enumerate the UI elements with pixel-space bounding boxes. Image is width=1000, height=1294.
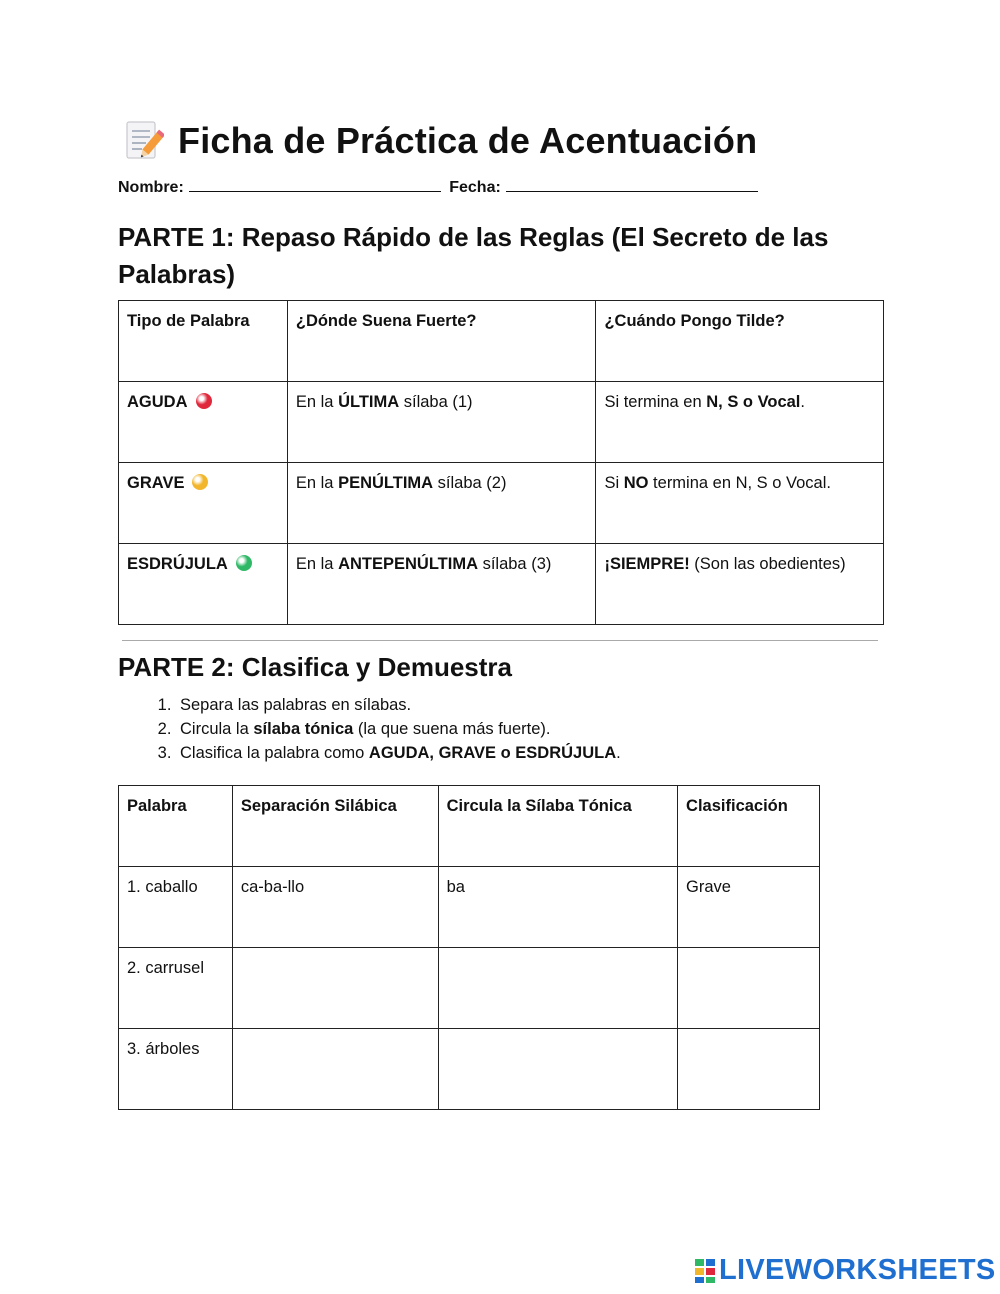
tipo-text: ESDRÚJULA [127,555,228,573]
separacion-cell[interactable] [232,1029,438,1110]
col-header-separacion: Separación Silábica [232,786,438,867]
donde-bold: PENÚLTIMA [338,474,434,492]
part1-heading: PARTE 1: Repaso Rápido de las Reglas (El Secreto de las Palabras) [118,222,829,289]
donde-cell [287,544,596,625]
donde-post: sílaba (2) [433,474,507,492]
instruction-item [176,741,621,765]
tipo-text: GRAVE [127,474,185,492]
instruction-post: . [616,744,621,762]
cuando-pre: Si termina en [604,393,707,411]
tonica-cell[interactable] [438,948,677,1029]
name-date-line [118,177,762,197]
tonica-cell[interactable]: ba [438,867,677,948]
donde-pre: En la [295,474,339,492]
donde-pre: En la [295,555,339,573]
clasificacion-cell[interactable] [678,1029,820,1110]
col-header-palabra: Palabra [119,786,233,867]
yellow-circle-icon [192,474,208,490]
memo-pencil-icon [124,119,164,163]
instruction-post: (la que suena más fuerte). [353,720,551,738]
section-divider [122,640,878,641]
practice-row [119,867,820,948]
palabra-cell: 2. carrusel [119,948,233,1029]
palabra-cell: 1. caballo [119,867,233,948]
instruction-item [176,717,621,741]
col-header-tipo: Tipo de Palabra [119,301,288,382]
title-text: Ficha de Práctica de Acentuación [178,120,758,161]
donde-pre: En la [295,393,339,411]
instruction-bold: sílaba tónica [253,720,354,738]
donde-post: sílaba (3) [478,555,552,573]
rules-header-row [119,301,884,382]
cuando-post: termina en N, S o Vocal. [648,474,831,492]
cuando-bold: N, S o Vocal [706,393,801,411]
tipo-cell [119,544,288,625]
cuando-bold: NO [623,474,649,492]
donde-cell [287,382,596,463]
instruction-item [176,693,621,717]
instructions-list [134,693,621,765]
instruction-text: Clasifica la palabra como [180,744,369,762]
rules-table [118,300,884,625]
red-circle-icon [196,393,212,409]
cuando-cell [596,544,884,625]
rules-row-aguda [119,382,884,463]
tipo-cell [119,463,288,544]
cuando-post: (Son las obedientes) [689,555,846,573]
instruction-text: Circula la [180,720,254,738]
practice-row [119,1029,820,1110]
practice-header-row [119,786,820,867]
donde-post: sílaba (1) [399,393,473,411]
nombre-label: Nombre: [118,179,184,196]
tonica-cell[interactable] [438,1029,677,1110]
separacion-cell[interactable]: ca-ba-llo [232,867,438,948]
brand-text: LIVEWORKSHEETS [719,1254,996,1286]
instruction-text: Separa las palabras en sílabas. [180,696,412,714]
fecha-label: Fecha: [449,179,501,196]
cuando-post: . [800,393,805,411]
col-header-clasificacion: Clasificación [678,786,820,867]
nombre-blank[interactable] [189,177,441,192]
rules-row-esdrujula [119,544,884,625]
col-header-cuando: ¿Cuándo Pongo Tilde? [596,301,884,382]
cuando-pre: Si [604,474,624,492]
cuando-cell [596,382,884,463]
clasificacion-cell[interactable] [678,948,820,1029]
cuando-bold: ¡SIEMPRE! [604,555,690,573]
donde-bold: ÚLTIMA [338,393,400,411]
instruction-bold: AGUDA, GRAVE o ESDRÚJULA [368,744,617,762]
col-header-donde: ¿Dónde Suena Fuerte? [287,301,596,382]
fecha-blank[interactable] [506,177,758,192]
col-header-tonica: Circula la Sílaba Tónica [438,786,677,867]
cuando-cell [596,463,884,544]
practice-row [119,948,820,1029]
worksheet-title [124,116,757,166]
palabra-cell: 3. árboles [119,1029,233,1110]
rules-row-grave [119,463,884,544]
liveworksheets-mark-icon [694,1258,716,1284]
green-circle-icon [236,555,252,571]
liveworksheets-logo [694,1254,996,1287]
separacion-cell[interactable] [232,948,438,1029]
donde-cell [287,463,596,544]
clasificacion-cell[interactable]: Grave [678,867,820,948]
practice-table [118,785,820,1110]
tipo-text: AGUDA [127,393,188,411]
donde-bold: ANTEPENÚLTIMA [338,555,478,573]
part2-heading: PARTE 2: Clasifica y Demuestra [118,652,512,682]
tipo-cell [119,382,288,463]
